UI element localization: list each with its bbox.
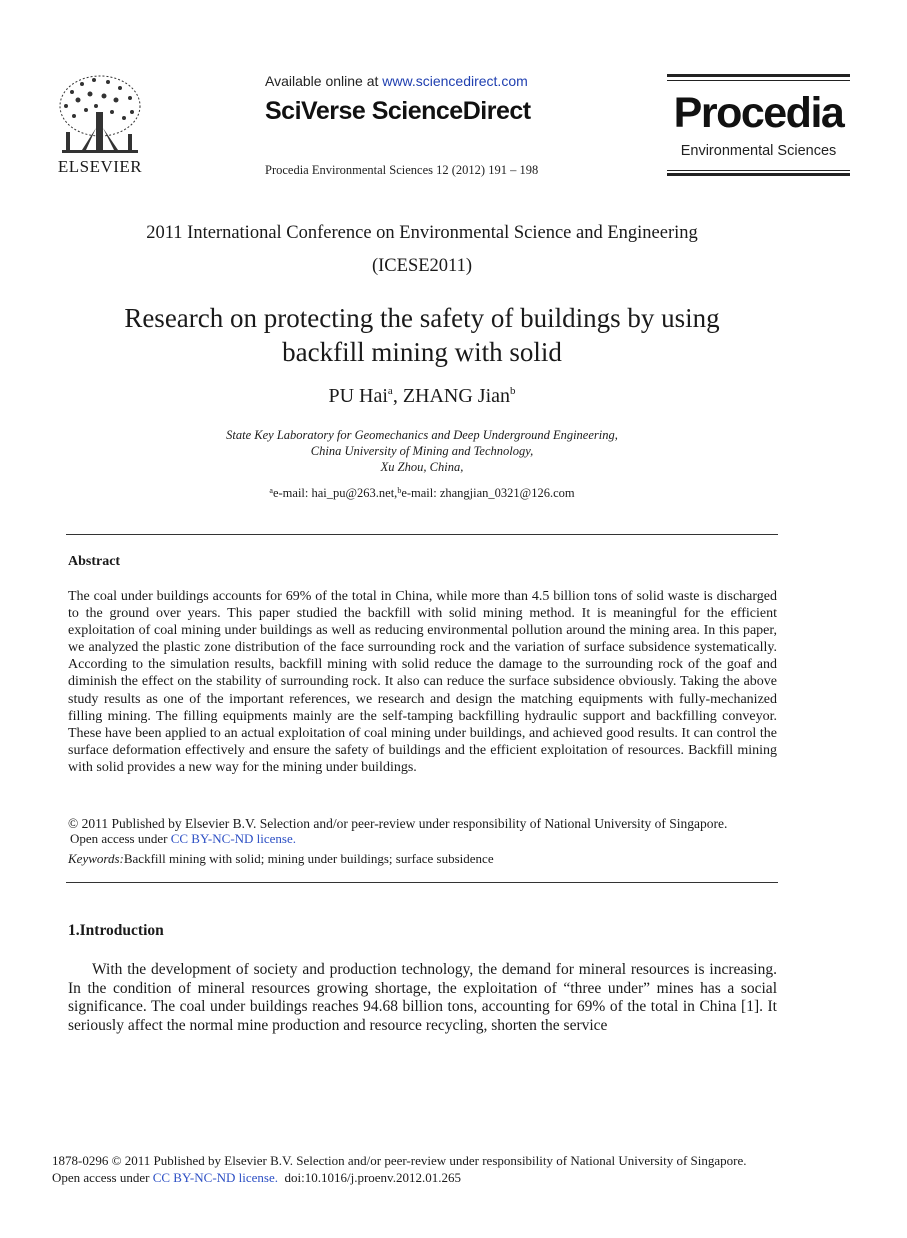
author-name: ZHANG Jian bbox=[402, 385, 511, 407]
footer-license-doi bbox=[52, 1170, 461, 1186]
email-a: e-mail: hai_pu@263.net, bbox=[272, 486, 398, 500]
footer-open-access-prefix: Open access under bbox=[52, 1170, 153, 1185]
logo-rule bbox=[667, 170, 850, 171]
author-affiliation-mark: a bbox=[387, 385, 393, 397]
available-online-line bbox=[265, 73, 528, 89]
footer-license-link[interactable]: CC BY-NC-ND license. bbox=[152, 1170, 279, 1185]
section-heading-introduction: 1.Introduction bbox=[68, 922, 164, 939]
keywords bbox=[68, 851, 494, 867]
email-b: e-mail: zhangjian_0321@126.com bbox=[401, 486, 575, 500]
paper-title-line: backfill mining with solid bbox=[282, 337, 562, 367]
paper-title bbox=[66, 301, 778, 369]
author-separator: , bbox=[392, 385, 403, 407]
logo-rule bbox=[667, 74, 850, 77]
author-affiliation-mark: b bbox=[510, 385, 516, 397]
elsevier-wordmark: ELSEVIER bbox=[57, 157, 143, 176]
journal-citation: Procedia Environmental Sciences 12 (2012) 191 – 198 bbox=[265, 163, 539, 177]
footer-issn-copyright: 1878-0296 © 2011 Published by Elsevier B.V. Selection and/or peer-review under responsibility of National University of Singapore. bbox=[52, 1153, 747, 1168]
author-emails bbox=[66, 486, 778, 501]
keywords-label: Keywords: bbox=[68, 851, 124, 866]
sciencedirect-link[interactable]: www.sciencedirect.com bbox=[382, 73, 528, 89]
doi: doi:10.1016/j.proenv.2012.01.265 bbox=[278, 1170, 461, 1185]
affiliation-line: State Key Laboratory for Geomechanics and Deep Underground Engineering, bbox=[226, 428, 618, 442]
abstract-body: The coal under buildings accounts for 69% of the total in China, while more than 4.5 billion tons of solid waste is discharged to the ground over years. This paper studied the backfill with solid mining method. It is meaningful for the efficient exploitation of coal mining under buildings as well as reducing environmental pollution around the mining area. In this paper, we analyzed the plastic zone distribution of the face surrounding rock and the variation of surface subsidence systematically. According to the simulation results, backfill mining with solid reduce the damage to the surrounding rock of the goaf and diminish the effect on the stability of surrounding rock. It also can reduce the surface subsidence obviously. Taking the above study results as one of the important references, we research and design the matching equipments with fully-mechanized filling mining. The filling equipments mainly are the self-tamping backfilling hydraulic support and backfilling conveyor. These have been applied to an actual exploitation of coal mining under buildings, and achieved good results. It can control the surface deformation effectively and ensure the safety of buildings and the efficient exploitation of resources. Backfill mining with solid provides a new way for the mining under buildings. bbox=[68, 589, 777, 775]
affiliation-line: Xu Zhou, China, bbox=[380, 460, 464, 474]
email-mark: a bbox=[269, 486, 273, 495]
divider bbox=[66, 534, 778, 535]
license-link[interactable]: CC BY-NC-ND license. bbox=[170, 831, 297, 846]
divider bbox=[66, 882, 778, 883]
open-access-prefix: Open access under bbox=[70, 831, 171, 846]
logo-rule bbox=[667, 173, 850, 176]
logo-rule bbox=[667, 80, 850, 81]
open-access-notice bbox=[70, 831, 296, 847]
procedia-logo-title: Procedia bbox=[673, 89, 844, 137]
email-mark: b bbox=[397, 486, 402, 495]
author-list bbox=[66, 385, 778, 408]
conference-name: 2011 International Conference on Environmental Science and Engineering bbox=[146, 223, 698, 243]
keywords-list: Backfill mining with solid; mining under buildings; surface subsidence bbox=[123, 851, 494, 866]
conference-acronym: (ICESE2011) bbox=[371, 256, 473, 276]
available-prefix: Available online at bbox=[265, 73, 383, 89]
introduction-paragraph: With the development of society and production technology, the demand for mineral resources is increasing. In the condition of mineral resources growing shortage, the exploitation of “three under” mines has a social significance. The coal under buildings reaches 94.68 billion tons, accounting for 69% of the total in China [1]. It seriously affect the normal mine production and resource recycling, shorten the service bbox=[68, 961, 777, 1034]
paper-title-line: Research on protecting the safety of buildings by using bbox=[124, 303, 720, 333]
platform-name: SciVerse ScienceDirect bbox=[265, 97, 531, 125]
author-name: PU Hai bbox=[328, 385, 388, 407]
procedia-logo-subtitle: Environmental Sciences bbox=[680, 143, 837, 159]
procedia-logo bbox=[667, 74, 850, 176]
abstract-heading: Abstract bbox=[68, 554, 121, 569]
copyright-notice: © 2011 Published by Elsevier B.V. Selection and/or peer-review under responsibility of National University of Singapore. bbox=[68, 816, 728, 831]
elsevier-tree-icon bbox=[52, 72, 148, 158]
affiliation-line: China University of Mining and Technology, bbox=[310, 444, 534, 458]
